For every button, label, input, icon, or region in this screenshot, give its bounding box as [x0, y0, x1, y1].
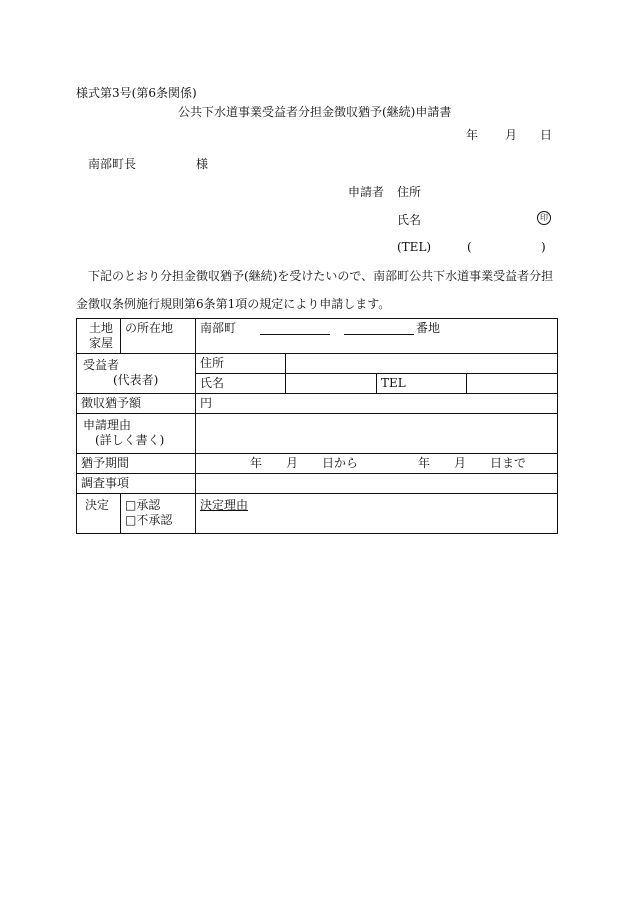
deferral-amount-field[interactable]: [196, 394, 558, 414]
town-prefix: 南部町: [200, 321, 237, 335]
tel-paren-close: ): [541, 240, 546, 254]
application-table: [76, 318, 558, 534]
land-house-cell: [77, 319, 121, 354]
decision-reason-cell[interactable]: [196, 494, 558, 534]
reason-row: [77, 414, 558, 454]
beneficiary-cell: [77, 354, 196, 394]
page-title: 公共下水道事業受益者分担金徴収猶予(継続)申請書: [178, 105, 452, 119]
applicant-label: 申請者: [348, 185, 385, 199]
reason-label: 申請理由: [83, 418, 132, 432]
house-label: 家屋: [89, 336, 114, 350]
yen-unit: 円: [200, 396, 213, 410]
beneficiary-tel-field[interactable]: [467, 374, 558, 394]
decision-reason-label: 決定理由: [200, 498, 249, 512]
applicant-name-label: 氏名: [397, 213, 422, 227]
location-row: [77, 319, 558, 354]
decision-options-cell: [121, 494, 196, 534]
applicant-address-label: 住所: [397, 185, 422, 199]
reason-cell: [77, 414, 196, 454]
period-label: 猶予期間: [77, 454, 196, 474]
body-text-line-2: 金徴収条例施行規則第6条第1項の規定により申請します。: [76, 297, 391, 311]
deferral-amount-row: [77, 394, 558, 414]
date-month-label: 月: [505, 128, 518, 142]
beneficiary-address-label: 住所: [196, 354, 286, 374]
location-blank-1[interactable]: [260, 334, 330, 335]
survey-row: [77, 474, 558, 494]
beneficiary-address-field[interactable]: [286, 354, 558, 374]
date-year-label: 年: [466, 128, 479, 142]
addressee-honorific: 様: [196, 157, 209, 171]
location-value-cell[interactable]: [196, 319, 558, 354]
location-blank-2[interactable]: [344, 334, 414, 335]
representative-label: (代表者): [113, 373, 159, 387]
survey-field[interactable]: [196, 474, 558, 494]
decision-label: 決定: [77, 494, 121, 534]
location-label: の所在地: [121, 319, 196, 354]
form-number: 様式第3号(第6条関係): [76, 86, 197, 100]
survey-label: 調査事項: [77, 474, 196, 494]
beneficiary-label: 受益者: [83, 358, 120, 372]
approve-checkbox[interactable]: □承認: [125, 498, 161, 512]
reason-field[interactable]: [196, 414, 558, 454]
addressee-name: 南部町長: [88, 157, 137, 171]
reason-note: (詳しく書く): [95, 433, 165, 447]
decision-row: [77, 494, 558, 534]
seal-mark: 印: [537, 211, 551, 225]
tel-paren-open: (: [467, 240, 472, 254]
body-text-line-1: 下記のとおり分担金徴収猶予(継続)を受けたいので、南部町公共下水道事業受益者分担: [88, 269, 554, 283]
land-label: 土地: [89, 321, 114, 335]
period-field[interactable]: 年 月 日から 年 月 日まで: [196, 454, 558, 474]
beneficiary-name-field[interactable]: [286, 374, 377, 394]
beneficiary-address-row: [77, 354, 558, 374]
beneficiary-tel-label: TEL: [377, 374, 467, 394]
beneficiary-name-label: 氏名: [196, 374, 286, 394]
disapprove-checkbox[interactable]: □不承認: [125, 513, 173, 527]
period-row: [77, 454, 558, 474]
lot-suffix: 番地: [416, 321, 441, 335]
deferral-amount-label: 徴収猶予額: [77, 394, 196, 414]
applicant-tel-label: (TEL): [397, 240, 432, 254]
date-day-label: 日: [540, 128, 553, 142]
